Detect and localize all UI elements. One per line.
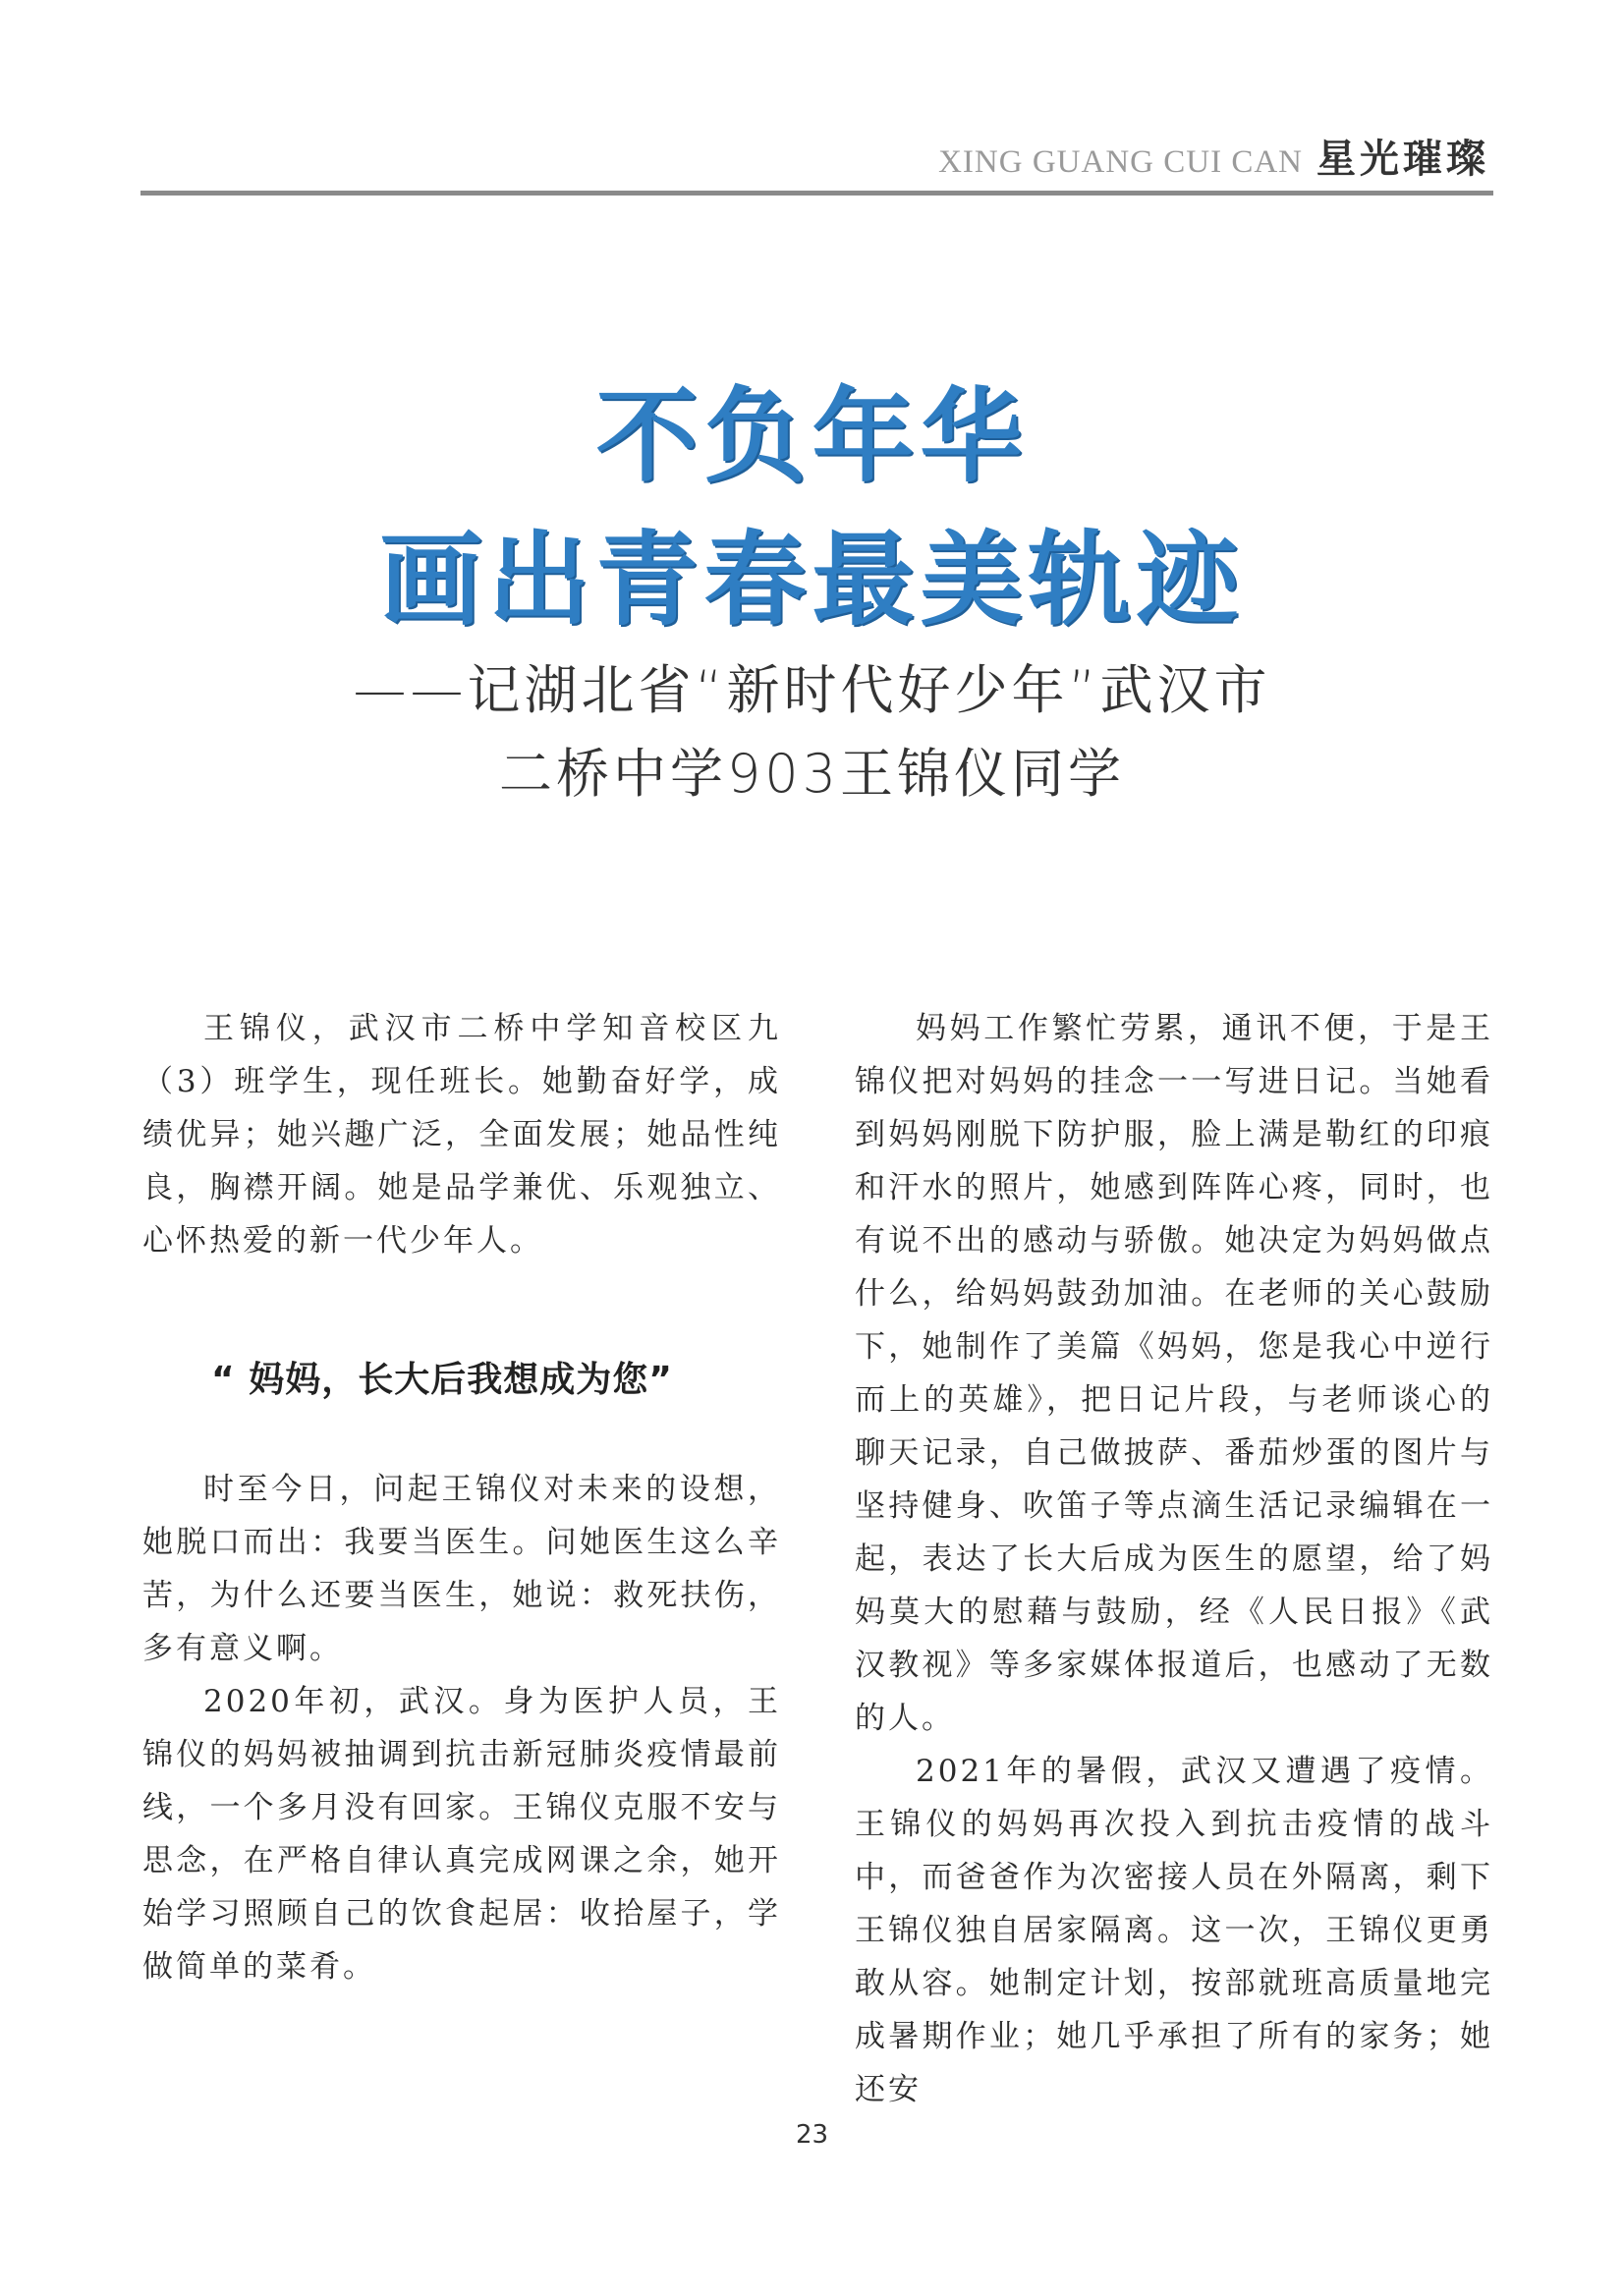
article-title-line-2: 画出青春最美轨迹	[379, 520, 1245, 640]
body-paragraph: 妈妈工作繁忙劳累，通讯不便，于是王锦仪把对妈妈的挂念一一写进日记。当她看到妈妈刚脱下防护服，脸上满是勒红的印痕和汗水的照片，她感到阵阵心疼，同时，也有说不出的感动与骄傲。她决定为妈妈做点什么，给妈妈鼓劲加油。在老师的关心鼓励下，她制作了美篇《妈妈，您是我心中逆行而上的英雄》，把日记片段，与老师谈心的聊天记录，自己做披萨、番茄炒蛋的图片与坚持健身、吹笛子等点滴生活记录编辑在一起，表达了长大后成为医生的愿望，给了妈妈莫大的慰藉与鼓励，经《人民日报》《武汉教视》等多家媒体报道后，也感动了无数的人。	[855, 1011, 1493, 1736]
header-english: XING GUANG CUI CAN	[938, 144, 1303, 180]
body-paragraph: 2021年的暑假，武汉又遭遇了疫情。王锦仪的妈妈再次投入到抗击疫情的战斗中，而爸爸作为次密接人员在外隔离，剩下王锦仪独自居家隔离。这一次，王锦仪更勇敢从容。她制定计划，按部就班高质量地完成暑期作业；她几乎承担了所有的家务；她还安	[855, 1754, 1493, 2107]
header-divider	[140, 191, 1493, 196]
body-paragraph: 2020年初，武汉。身为医护人员，王锦仪的妈妈被抽调到抗击新冠肺炎疫情最前线，一个多月没有回家。王锦仪克服不安与思念，在严格自律认真完成网课之余，她开始学习照顾自己的饮食起居：收拾屋子，学做简单的菜肴。	[142, 1684, 781, 1985]
header-chinese: 星光璀璨	[1316, 136, 1489, 182]
subtitle-line-1: ——记湖北省“新时代好少年”武汉市	[353, 659, 1271, 721]
subtitle-line-2: 二桥中学903王锦仪同学	[498, 743, 1126, 805]
body-paragraph: 时至今日，问起王锦仪对未来的设想，她脱口而出：我要当医生。问她医生这么辛苦，为什么还要当医生，她说：救死扶伤，多有意义啊。	[142, 1472, 781, 1666]
section-heading: “ 妈妈，长大后我想成为您”	[211, 1360, 673, 1400]
left-column	[142, 1002, 781, 1993]
right-column	[855, 1002, 1493, 2116]
page-number: 23	[795, 2120, 829, 2150]
running-header	[938, 128, 1489, 184]
article-title-line-1: 不负年华	[595, 376, 1029, 496]
intro-paragraph: 王锦仪，武汉市二桥中学知音校区九（3）班学生，现任班长。她勤奋好学，成绩优异；她兴趣广泛，全面发展；她品性纯良，胸襟开阔。她是品学兼优、乐观独立、心怀热爱的新一代少年人。	[142, 1011, 781, 1259]
